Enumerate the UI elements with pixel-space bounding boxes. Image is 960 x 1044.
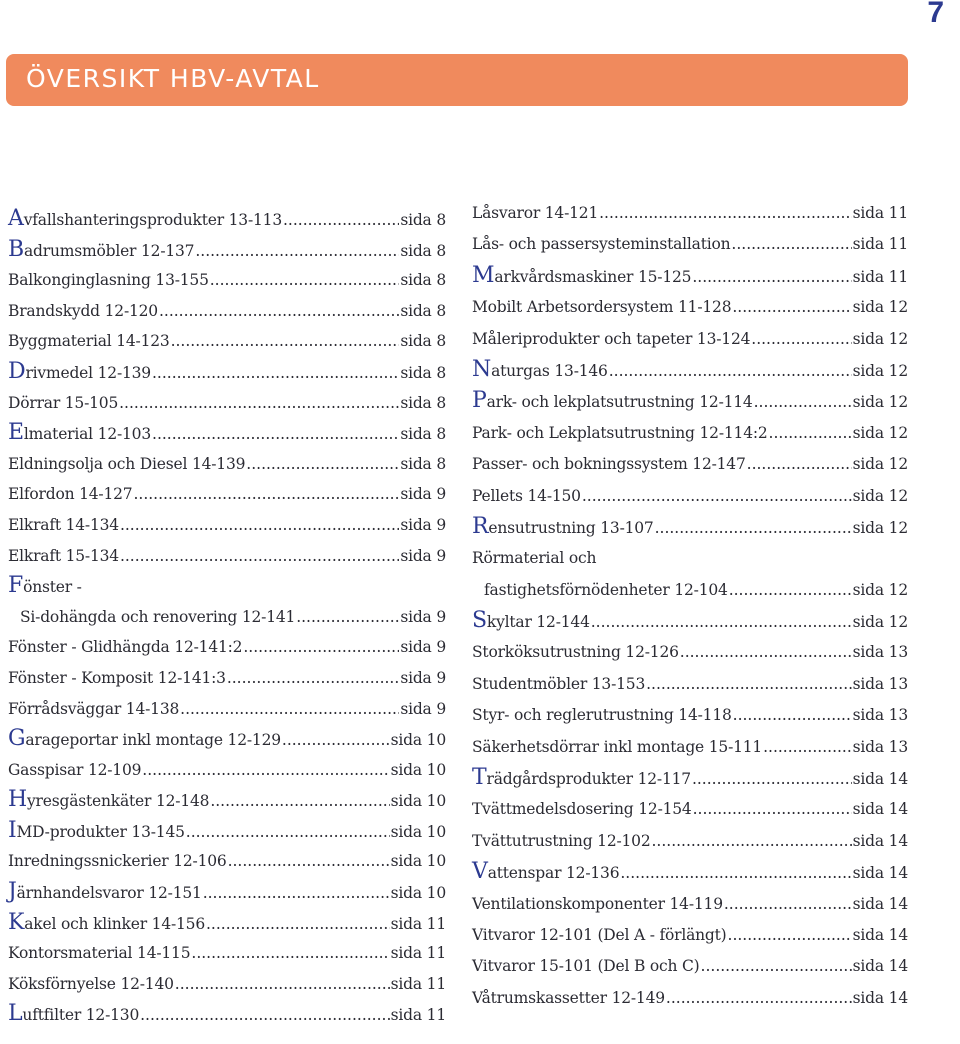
dot-leader (283, 207, 399, 233)
entry-initial: K (8, 909, 25, 935)
entry-initial: N (472, 356, 492, 382)
entry-initial: H (8, 787, 27, 813)
dot-leader (582, 483, 852, 509)
index-entry (472, 514, 908, 545)
index-entry (8, 604, 446, 635)
index-entry (472, 765, 908, 796)
index-entry (8, 420, 446, 451)
entry-page-ref: sida 9 (400, 668, 446, 687)
entry-initial: T (472, 765, 487, 791)
dot-leader (195, 238, 399, 264)
index-entry (8, 512, 446, 543)
index-entry (8, 787, 446, 818)
dot-leader (728, 922, 852, 948)
entry-title: önster - (23, 578, 82, 597)
entry-initial: F (8, 573, 24, 599)
dot-leader (692, 766, 852, 792)
index-entry (8, 818, 446, 849)
dot-leader (171, 328, 400, 354)
entry-page-ref: sida 10 (390, 884, 446, 903)
index-entry (472, 420, 908, 451)
index-entry (472, 200, 908, 231)
entry-title: Storköksutrustning 12-126 (472, 643, 679, 662)
dot-leader (227, 665, 400, 691)
entry-page-ref: sida 10 (390, 852, 446, 871)
entry-page-ref: sida 14 (852, 770, 908, 789)
entry-page-ref: sida 12 (852, 486, 908, 505)
entry-page-ref: sida 8 (400, 211, 446, 229)
entry-page-ref: sida 12 (852, 455, 908, 474)
entry-title: Elkraft 14-134 (8, 515, 119, 534)
dot-leader (140, 1002, 390, 1028)
entry-page-ref: sida 13 (852, 674, 908, 693)
entry-title: Tvättmedelsdosering 12-154 (472, 800, 692, 819)
index-entry (8, 696, 446, 727)
index-entry (472, 796, 908, 827)
entry-page-ref: sida 8 (400, 332, 446, 351)
entry-page-ref: sida 14 (852, 988, 908, 1007)
entry-page-ref: sida 11 (390, 914, 446, 933)
entry-page-ref: sida 12 (852, 613, 908, 632)
index-entry (8, 634, 446, 665)
entry-initial: P (472, 388, 487, 414)
entry-page-ref: sida 12 (852, 518, 908, 537)
entry-title: Säkerhetsdörrar inkl montage 15-111 (472, 737, 763, 756)
entry-page-ref: sida 8 (400, 271, 446, 290)
dot-leader (180, 696, 399, 722)
dot-leader (693, 796, 852, 822)
index-entry (8, 298, 446, 329)
entry-title: Elfordon 14-127 (8, 485, 133, 504)
index-entry (8, 910, 446, 941)
dot-leader (666, 985, 852, 1011)
index-entry (8, 573, 446, 604)
index-entry (472, 263, 908, 294)
section-header (6, 54, 908, 106)
entry-page-ref: sida 13 (852, 737, 908, 756)
entry-page-ref: sida 13 (852, 706, 908, 725)
entry-page-ref: sida 8 (400, 425, 446, 444)
dot-leader (731, 231, 851, 257)
entry-page-ref: sida 8 (400, 393, 446, 412)
entry-page-ref: sida 11 (390, 974, 446, 993)
entry-title: yresgästenkäter 12-148 (27, 792, 210, 811)
entry-title: kyltar 12-144 (486, 613, 590, 632)
entry-initial: S (472, 608, 487, 634)
dot-leader (591, 609, 852, 635)
index-entry (472, 734, 908, 765)
entry-initial: G (8, 726, 26, 752)
entry-title: Brandskydd 12-120 (8, 301, 158, 320)
index-column-left (8, 206, 446, 1032)
dot-leader (206, 911, 390, 937)
index-entry (8, 665, 446, 696)
index-entry (472, 483, 908, 514)
index-entry (8, 940, 446, 971)
entry-title: Måleriprodukter och tapeter 13-124 (472, 329, 751, 348)
dot-leader (133, 481, 399, 507)
entry-initial: A (8, 206, 24, 231)
index-entry (472, 388, 908, 419)
dot-leader (724, 891, 852, 917)
entry-page-ref: sida 9 (400, 699, 446, 718)
entry-page-ref: sida 8 (400, 363, 446, 382)
index-entry (472, 953, 908, 984)
entry-page-ref: sida 10 (390, 760, 446, 779)
entry-title: Eldningsolja och Diesel 14-139 (8, 454, 246, 473)
dot-leader (203, 880, 390, 906)
entry-page-ref: sida 14 (852, 800, 908, 819)
index-entry (472, 294, 908, 325)
entry-title: attenspar 12-136 (487, 864, 620, 883)
entry-title: adrumsmöbler 12-137 (23, 241, 195, 260)
entry-title: rivmedel 12-139 (25, 363, 151, 382)
entry-title: Våtrumskassetter 12-149 (472, 988, 665, 1007)
entry-page-ref: sida 9 (400, 546, 446, 565)
entry-title: arageportar inkl montage 12-129 (25, 731, 281, 750)
dot-leader (296, 604, 399, 630)
entry-page-ref: sida 11 (852, 204, 908, 222)
entry-title: Styr- och reglerutrustning 14-118 (472, 706, 732, 725)
index-entry (8, 237, 446, 268)
dot-leader (732, 294, 851, 320)
entry-page-ref: sida 10 (390, 731, 446, 750)
entry-title: Rörmaterial och (472, 549, 597, 568)
dot-leader (692, 264, 851, 290)
dot-leader (246, 451, 399, 477)
index-entry (472, 671, 908, 702)
index-entry (472, 639, 908, 670)
entry-initial: R (472, 513, 489, 539)
entry-initial: M (472, 262, 495, 288)
dot-leader (701, 953, 852, 979)
index-entry (8, 206, 446, 237)
dot-leader (769, 420, 852, 446)
entry-page-ref: sida 8 (400, 454, 446, 473)
dot-leader (680, 639, 852, 665)
entry-title: MD-produkter 13-145 (16, 822, 185, 841)
index-column-right (472, 200, 908, 1016)
entry-page-ref: sida 14 (852, 957, 908, 976)
entry-title: rädgårdsprodukter 12-117 (486, 770, 691, 789)
entry-title: Pellets 14-150 (472, 486, 581, 505)
dot-leader (210, 788, 389, 814)
dot-leader (751, 326, 851, 352)
index-entry (8, 971, 446, 1002)
dot-leader (652, 828, 852, 854)
entry-page-ref: sida 12 (852, 580, 908, 599)
dot-leader (646, 671, 852, 697)
entry-title: Vitvaror 15-101 (Del B och C) (472, 957, 700, 976)
index-entry (8, 726, 446, 757)
entry-page-ref: sida 9 (400, 638, 446, 657)
entry-page-ref: sida 14 (852, 925, 908, 944)
entry-title: Köksförnyelse 12-140 (8, 974, 174, 993)
index-entry (472, 891, 908, 922)
entry-page-ref: sida 14 (852, 894, 908, 913)
entry-page-ref: sida 12 (852, 329, 908, 348)
entry-page-ref: sida 12 (852, 393, 908, 412)
entry-page-ref: sida 11 (390, 1006, 446, 1025)
index-entry (8, 757, 446, 788)
entry-title: Fönster - Komposit 12-141:3 (8, 668, 226, 687)
index-entry (8, 848, 446, 879)
entry-page-ref: sida 9 (400, 515, 446, 534)
entry-page-ref: sida 8 (400, 241, 446, 260)
entry-title: Balkonginglasning 13-155 (8, 271, 209, 290)
index-entry (472, 326, 908, 357)
entry-title: ark- och lekplatsutrustning 12-114 (486, 393, 753, 412)
dot-leader (142, 757, 389, 783)
entry-title: arkvårdsmaskiner 15-125 (494, 267, 692, 286)
entry-title: vfallshanteringsprodukter 13-113 (23, 211, 282, 229)
index-entry (8, 481, 446, 512)
entry-page-ref: sida 10 (390, 792, 446, 811)
entry-title: akel och klinker 14-156 (24, 914, 205, 933)
dot-leader (210, 267, 400, 293)
index-entry (8, 390, 446, 421)
index-entry (472, 828, 908, 859)
dot-leader (729, 577, 852, 603)
entry-page-ref: sida 12 (852, 298, 908, 317)
entry-title: Låsvaror 14-121 (472, 204, 599, 222)
entry-title: Park- och Lekplatsutrustning 12-114:2 (472, 423, 768, 442)
entry-title: fastighetsförnödenheter 12-104 (484, 580, 728, 599)
entry-title: ensutrustning 13-107 (488, 518, 654, 537)
entry-page-ref: sida 11 (852, 235, 908, 254)
entry-title: Vitvaror 12-101 (Del A - förlängt) (472, 925, 727, 944)
dot-leader (152, 421, 399, 447)
index-entry (472, 231, 908, 262)
entry-page-ref: sida 14 (852, 831, 908, 850)
entry-title: Fönster - Glidhängda 12-141:2 (8, 638, 243, 657)
dot-leader (599, 200, 852, 226)
dot-leader (119, 390, 399, 416)
dot-leader (120, 543, 399, 569)
entry-title: Si-dohängda och renovering 12-141 (20, 607, 296, 626)
index-entry (472, 357, 908, 388)
entry-page-ref: sida 11 (852, 267, 908, 286)
index-entry (8, 879, 446, 910)
dot-leader (620, 860, 851, 886)
dot-leader (152, 360, 399, 386)
dot-leader (243, 634, 399, 660)
dot-leader (763, 734, 852, 760)
dot-leader (754, 389, 852, 415)
entry-page-ref: sida 9 (400, 485, 446, 504)
entry-title: Dörrar 15-105 (8, 393, 119, 412)
entry-title: Ventilationskomponenter 14-119 (472, 894, 723, 913)
entry-initial: J (8, 879, 17, 905)
entry-page-ref: sida 9 (400, 607, 446, 626)
index-entry (472, 702, 908, 733)
section-title: ÖVERSIKT HBV-AVTAL (26, 64, 320, 93)
entry-title: Inredningssnickerier 12-106 (8, 852, 227, 871)
dot-leader (655, 515, 852, 541)
index-entry (472, 545, 908, 576)
dot-leader (191, 940, 389, 966)
entry-initial: B (8, 236, 24, 262)
entry-title: lmaterial 12-103 (23, 425, 152, 444)
entry-title: Gasspisar 12-109 (8, 760, 142, 779)
index-entry (8, 328, 446, 359)
dot-leader (120, 512, 399, 538)
index-entry (472, 451, 908, 482)
index-entry (472, 859, 908, 890)
entry-page-ref: sida 14 (852, 864, 908, 883)
index-entry (472, 985, 908, 1016)
index-entry (8, 359, 446, 390)
dot-leader (159, 298, 399, 324)
entry-title: Kontorsmaterial 14-115 (8, 944, 191, 963)
dot-leader (747, 451, 852, 477)
entry-page-ref: sida 12 (852, 423, 908, 442)
entry-title: ärnhandelsvaror 12-151 (16, 884, 202, 903)
entry-title: uftfilter 12-130 (22, 1006, 140, 1025)
entry-initial: E (8, 420, 24, 446)
index-entry (8, 267, 446, 298)
entry-page-ref: sida 11 (390, 944, 446, 963)
index-entry (8, 451, 446, 482)
entry-initial: L (8, 1001, 23, 1027)
entry-initial: I (8, 817, 17, 843)
dot-leader (228, 848, 390, 874)
entry-title: Studentmöbler 13-153 (472, 674, 646, 693)
entry-initial: D (8, 358, 26, 384)
entry-initial: V (472, 859, 488, 885)
entry-title: Mobilt Arbetsordersystem 11-128 (472, 298, 732, 317)
dot-leader (282, 727, 390, 753)
page-number: 7 (927, 0, 944, 29)
entry-title: aturgas 13-146 (491, 361, 608, 380)
index-entry (472, 577, 908, 608)
entry-title: Förrådsväggar 14-138 (8, 699, 180, 718)
dot-leader (186, 819, 390, 845)
index-entry (472, 922, 908, 953)
entry-title: Tvättutrustning 12-102 (472, 831, 651, 850)
index-entry (472, 608, 908, 639)
entry-page-ref: sida 8 (400, 301, 446, 320)
index-entry (8, 543, 446, 574)
entry-page-ref: sida 13 (852, 643, 908, 662)
entry-title: Lås- och passersysteminstallation (472, 235, 731, 254)
dot-leader (733, 702, 852, 728)
entry-title: Byggmaterial 14-123 (8, 332, 170, 351)
entry-page-ref: sida 10 (390, 822, 446, 841)
index-entry (8, 1001, 446, 1032)
entry-page-ref: sida 12 (852, 361, 908, 380)
dot-leader (609, 358, 852, 384)
entry-title: Elkraft 15-134 (8, 546, 119, 565)
dot-leader (175, 971, 390, 997)
entry-title: Passer- och bokningssystem 12-147 (472, 455, 746, 474)
